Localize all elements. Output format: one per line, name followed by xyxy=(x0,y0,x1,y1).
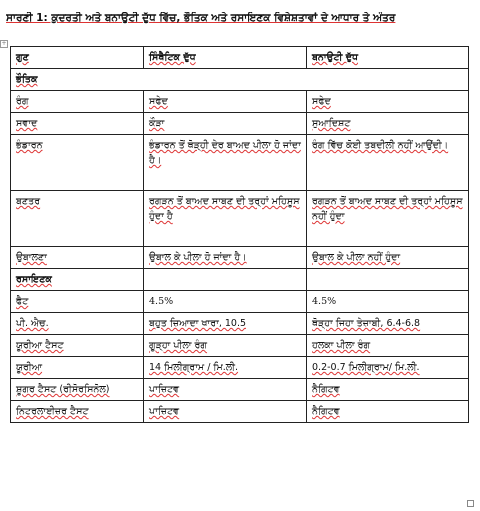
table-row xyxy=(11,401,469,423)
table-row xyxy=(11,335,469,357)
cell-artificial: ਸੁਆਦਿਸ਼ਟ xyxy=(307,113,469,135)
table-row xyxy=(11,313,469,335)
cell-synthetic: ਬਹੁਤ ਜ਼ਿਆਦਾ ਖਾਰਾ, 10.5 xyxy=(144,313,307,335)
cell-synthetic: ਉਬਾਲ ਕੇ ਪੀਲਾ ਹੋ ਜਾਂਦਾ ਹੈ। xyxy=(144,247,307,269)
section-row-physical xyxy=(11,69,469,91)
table-row xyxy=(11,357,469,379)
cell-artificial: ਰਗੜਨ ਤੋਂ ਬਾਅਦ ਸਾਬਣ ਦੀ ਤਰ੍ਹਾਂ ਮਹਿਸੂਸ ਨਹੀਂ ਹੁੰਦਾ xyxy=(307,191,469,247)
table-resize-handle-icon[interactable] xyxy=(467,500,474,507)
header-property: ਗੁਣ xyxy=(11,47,144,69)
section-label-chemical: ਰਸਾਇਣਕ xyxy=(11,269,144,291)
cell-artificial: ਨੈਗਿਟਵ xyxy=(307,401,469,423)
cell-property: ਪੀ. ਐਚ. xyxy=(11,313,144,335)
table-row xyxy=(11,191,469,247)
cell-property: ਨਿਟਰਲਾਈਜ਼ਰ ਟੈਸਟ xyxy=(11,401,144,423)
cell-property: ਸ਼ੂਗਰ ਟੈਸਟ (ਰੀਸੋਰਸਿਨੋਲ) xyxy=(11,379,144,401)
table-caption: ਸਾਰਣੀ 1: ਕੁਦਰਤੀ ਅਤੇ ਬਨਾਉਟੀ ਦੁੱਧ ਵਿੱਚ, ਭੌਤਿਕ ਅਤੇ ਰਸਾਇਣਕ ਵਿਸ਼ੇਸ਼ਤਾਵਾਂ ਦੇ ਆਧਾਰ ਤੇ ਅੰਤਰ xyxy=(6,12,396,24)
cell-synthetic: 14 ਮਿਲੀਗ੍ਰਾਮ / ਮਿ.ਲੀ. xyxy=(144,357,307,379)
section-label-physical: ਭੌਤਿਕ xyxy=(11,69,469,91)
cell-artificial: ਨੈਗਿਟਵ xyxy=(307,379,469,401)
table-row xyxy=(11,91,469,113)
cell-synthetic: ਪਾਜ਼ਿਟਵ xyxy=(144,379,307,401)
empty-cell xyxy=(307,269,469,291)
table-row xyxy=(11,135,469,191)
comparison-table xyxy=(10,46,469,423)
cell-property: ਸਵਾਦ xyxy=(11,113,144,135)
cell-artificial: ਰੰਗ ਵਿੱਚ ਕੋਈ ਤਬਦੀਲੀ ਨਹੀਂ ਆਉਂਦੀ। xyxy=(307,135,469,191)
cell-property: ਯੂਰੀਆ xyxy=(11,357,144,379)
header-artificial-milk: ਬਨਾਉਟੀ ਦੁੱਧ xyxy=(307,47,469,69)
table-row xyxy=(11,247,469,269)
cell-property: ਰੰਗ xyxy=(11,91,144,113)
cell-artificial: 4.5% xyxy=(307,291,469,313)
table-row xyxy=(11,291,469,313)
empty-cell xyxy=(144,269,307,291)
cell-artificial: ਸਫੇਦ xyxy=(307,91,469,113)
cell-synthetic: ਕੌੜਾ xyxy=(144,113,307,135)
cell-property: ਫੈਟ xyxy=(11,291,144,313)
cell-synthetic: ਸਫੇਦ xyxy=(144,91,307,113)
section-row-chemical xyxy=(11,269,469,291)
cell-synthetic: ਗੂੜ੍ਹਾ ਪੀਲਾ ਰੰਗ xyxy=(144,335,307,357)
cell-synthetic: 4.5% xyxy=(144,291,307,313)
cell-property: ਭੰਡਾਰਨ xyxy=(11,135,144,191)
cell-property: ਬਣਤਰ xyxy=(11,191,144,247)
cell-synthetic: ਪਾਜ਼ਿਟਵ xyxy=(144,401,307,423)
cell-artificial: 0.2-0.7 ਮਿਲੀਗ੍ਰਾਮ/ ਮਿ.ਲੀ. xyxy=(307,357,469,379)
cell-property: ਉਬਾਲਣਾ xyxy=(11,247,144,269)
cell-artificial: ਥੋੜ੍ਹਾ ਜਿਹਾ ਤੇਜ਼ਾਬੀ, 6.4-6.8 xyxy=(307,313,469,335)
table-move-handle-icon[interactable]: + xyxy=(1,40,7,47)
table-row xyxy=(11,379,469,401)
cell-synthetic: ਰਗੜਨ ਤੋਂ ਬਾਅਦ ਸਾਬਣ ਦੀ ਤਰ੍ਹਾਂ ਮਹਿਸੂਸ ਹੁੰਦਾ ਹੈ xyxy=(144,191,307,247)
table-row xyxy=(11,113,469,135)
cell-property: ਯੂਰੀਆ ਟੈਸਟ xyxy=(11,335,144,357)
cell-artificial: ਹਲਕਾ ਪੀਲਾ ਰੰਗ xyxy=(307,335,469,357)
cell-artificial: ਉਬਾਲ ਕੇ ਪੀਲਾ ਨਹੀਂ ਹੁੰਦਾ xyxy=(307,247,469,269)
header-synthetic-milk: ਸਿੰਥੈਟਿਕ ਦੁੱਧ xyxy=(144,47,307,69)
table-header-row xyxy=(11,47,469,69)
cell-synthetic: ਭੰਡਾਰਨ ਤੋਂ ਥੋੜ੍ਹੀ ਦੇਰ ਬਾਅਦ ਪੀਲਾ ਹੋ ਜਾਂਦਾ ਹੈ। xyxy=(144,135,307,191)
